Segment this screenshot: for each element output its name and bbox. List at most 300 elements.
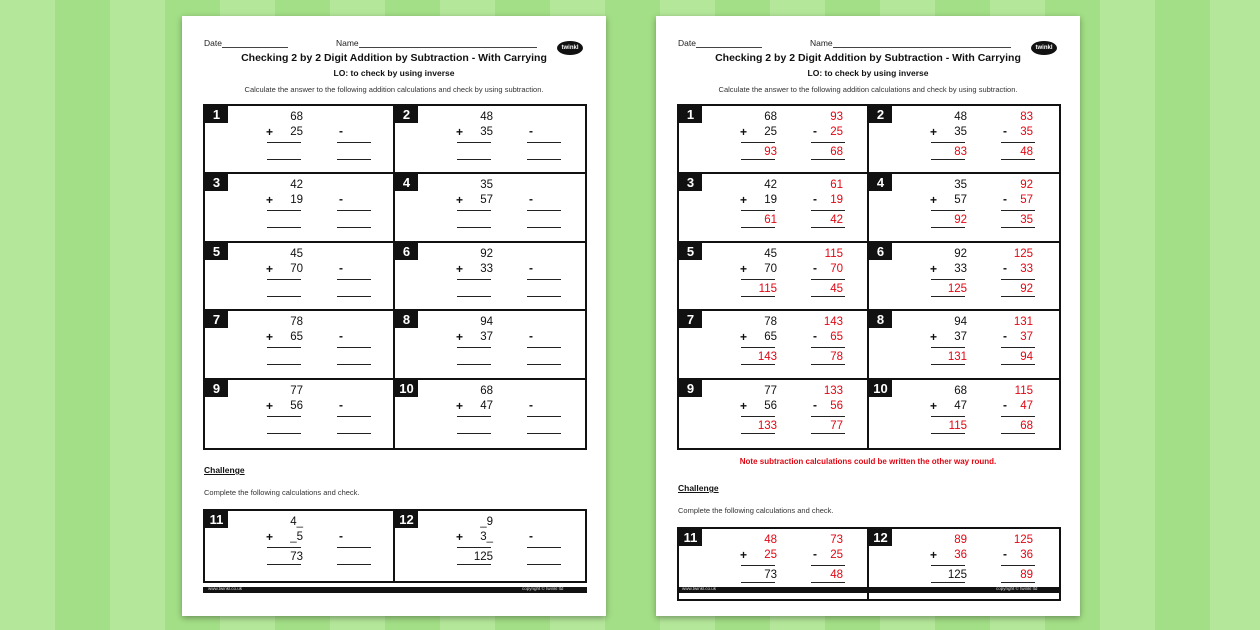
answer-line xyxy=(457,433,491,434)
question-number: 6 xyxy=(395,243,418,260)
subtraction-bottom: 70 xyxy=(830,262,843,275)
plus-sign: + xyxy=(740,125,748,139)
header-fields xyxy=(204,38,537,48)
addend-top: 78 xyxy=(764,316,777,329)
answer-line xyxy=(811,433,845,434)
answer-line xyxy=(457,210,491,211)
addend-bottom: 56 xyxy=(290,399,303,412)
worksheet-page-blank xyxy=(182,16,606,616)
answer-line xyxy=(527,433,561,434)
answer-line xyxy=(1001,433,1035,434)
question-number: 5 xyxy=(679,243,702,260)
plus-sign: + xyxy=(456,330,464,345)
answer-line xyxy=(741,279,775,280)
answer-line xyxy=(457,416,491,417)
answer-line xyxy=(931,142,965,143)
question-cell xyxy=(869,106,1059,174)
difference-answer: 48 xyxy=(1020,146,1033,158)
addend-bottom: 70 xyxy=(764,262,777,275)
answer-line xyxy=(267,279,301,280)
difference-answer: 42 xyxy=(830,214,843,227)
addend-bottom: 35 xyxy=(954,126,967,138)
plus-sign: + xyxy=(266,261,274,276)
addend-bottom[interactable]: 3_ xyxy=(480,531,493,543)
name-field[interactable] xyxy=(833,39,1011,48)
subtraction-bottom: 57 xyxy=(1020,194,1033,207)
question-number: 7 xyxy=(679,311,702,328)
answer-line xyxy=(337,159,371,160)
minus-sign: - xyxy=(529,397,533,412)
footer-copyright: copyright © twinkl ltd xyxy=(996,586,1038,591)
subtraction-top: 131 xyxy=(1013,316,1033,329)
answer-line xyxy=(1001,347,1035,348)
subtraction-bottom: 35 xyxy=(1020,126,1033,138)
addend-bottom: 47 xyxy=(954,399,967,412)
answer-line xyxy=(741,565,775,566)
minus-sign: - xyxy=(339,329,343,344)
addend-bottom[interactable]: _5 xyxy=(290,531,303,543)
answer-line xyxy=(741,227,775,228)
challenge-heading: Challenge xyxy=(204,465,245,475)
questions-grid xyxy=(677,104,1061,450)
subtraction-top: 115 xyxy=(824,247,843,260)
answer-line xyxy=(1001,416,1035,417)
answer-line xyxy=(811,279,845,280)
question-number: 12 xyxy=(869,529,892,546)
addend-top: 42 xyxy=(764,179,777,192)
sum-value: 73 xyxy=(290,551,303,563)
answer-line xyxy=(457,142,491,143)
question-number: 3 xyxy=(205,174,228,191)
sum-answer: 133 xyxy=(757,419,777,432)
minus-sign: - xyxy=(813,124,817,138)
answer-line xyxy=(1001,296,1035,297)
answer-line xyxy=(931,582,965,583)
minus-sign: - xyxy=(1003,329,1007,344)
plus-sign: + xyxy=(740,330,748,345)
subtraction-top: 93 xyxy=(830,111,843,123)
answer-line xyxy=(741,433,775,434)
minus-sign: - xyxy=(1003,124,1007,138)
date-field[interactable] xyxy=(696,39,762,48)
subtraction-bottom: 56 xyxy=(830,399,843,412)
answer-line xyxy=(527,142,561,143)
question-cell xyxy=(679,380,869,448)
answer-line xyxy=(267,296,301,297)
addend-bottom: 19 xyxy=(764,194,777,207)
worksheet-title: Checking 2 by 2 Digit Addition by Subtraction - With Carrying xyxy=(241,52,547,64)
plus-sign: + xyxy=(266,125,274,139)
addend-top: 92 xyxy=(954,247,967,260)
instructions: Calculate the answer to the following addition calculations and check by using subtraction. xyxy=(718,85,1018,94)
learning-objective: LO: to check by using inverse xyxy=(333,68,455,78)
question-cell xyxy=(679,106,869,174)
date-field[interactable] xyxy=(222,39,288,48)
answer-line xyxy=(931,347,965,348)
subtraction-bottom: 65 xyxy=(830,331,843,344)
challenge-grid xyxy=(203,509,587,583)
answer-line xyxy=(811,347,845,348)
answer-line xyxy=(741,582,775,583)
answer-line xyxy=(267,564,301,565)
challenge-cell xyxy=(205,511,395,581)
answer-line xyxy=(1001,364,1035,365)
question-number: 2 xyxy=(869,106,892,123)
addend-top: 48 xyxy=(764,534,777,546)
sum-value: 125 xyxy=(947,569,967,581)
twinkl-logo: twinkl xyxy=(1031,41,1057,55)
instructions: Calculate the answer to the following addition calculations and check by using subtraction. xyxy=(244,85,544,94)
minus-sign: - xyxy=(1003,397,1007,412)
answer-line xyxy=(931,210,965,211)
plus-sign: + xyxy=(930,398,938,413)
plus-sign: + xyxy=(456,530,464,544)
subtraction-top: 143 xyxy=(823,316,843,329)
sum-answer: 115 xyxy=(758,282,777,295)
addend-bottom: 37 xyxy=(954,331,967,344)
difference-answer: 78 xyxy=(830,351,843,364)
answer-line xyxy=(1001,142,1035,143)
subtraction-top: 73 xyxy=(830,534,843,546)
plus-sign: + xyxy=(456,193,464,208)
question-cell xyxy=(679,243,869,311)
answer-line xyxy=(741,347,775,348)
addend-top: 77 xyxy=(290,384,303,397)
addend-bottom: 70 xyxy=(290,262,303,275)
answer-line xyxy=(931,227,965,228)
question-cell xyxy=(395,174,585,242)
answer-line xyxy=(811,296,845,297)
answer-line xyxy=(931,416,965,417)
answer-line xyxy=(267,347,301,348)
answer-line xyxy=(1001,227,1035,228)
sum-value: 73 xyxy=(764,569,777,581)
addend-top: 48 xyxy=(480,111,493,123)
question-number: 2 xyxy=(395,106,418,123)
plus-sign: + xyxy=(930,261,938,276)
question-number: 12 xyxy=(395,511,418,528)
question-cell xyxy=(395,380,585,448)
subtraction-top: 83 xyxy=(1020,111,1033,123)
answer-line xyxy=(337,564,371,565)
addend-top: 48 xyxy=(954,111,967,123)
subtraction-bottom: 33 xyxy=(1020,262,1033,275)
challenge-instruction: Complete the following calculations and check. xyxy=(678,506,834,515)
answer-line xyxy=(457,279,491,280)
answer-line xyxy=(457,296,491,297)
question-cell xyxy=(205,311,395,379)
answer-line xyxy=(337,364,371,365)
answer-line xyxy=(337,296,371,297)
subtraction-top: 133 xyxy=(823,384,843,397)
question-cell xyxy=(869,380,1059,448)
addend-top: 78 xyxy=(290,316,303,329)
question-number: 10 xyxy=(869,380,892,397)
question-number: 4 xyxy=(395,174,418,191)
addend-top: 77 xyxy=(764,384,777,397)
minus-sign: - xyxy=(529,124,533,138)
addend-bottom: 65 xyxy=(290,331,303,344)
addend-top: 94 xyxy=(954,316,967,329)
minus-sign: - xyxy=(529,329,533,344)
question-number: 3 xyxy=(679,174,702,191)
answer-line xyxy=(457,547,491,548)
addend-top[interactable]: 4_ xyxy=(290,516,303,528)
difference-answer: 94 xyxy=(1020,351,1033,364)
question-cell xyxy=(205,174,395,242)
minus-sign: - xyxy=(1003,260,1007,275)
answer-line xyxy=(1001,582,1035,583)
addend-bottom: 65 xyxy=(764,331,777,344)
answer-line xyxy=(527,364,561,365)
note-text: Note subtraction calculations could be written the other way round. xyxy=(739,457,997,466)
subtraction-bottom: 25 xyxy=(830,549,843,561)
subtraction-top: 61 xyxy=(830,179,843,192)
answer-line xyxy=(457,364,491,365)
question-cell xyxy=(395,106,585,174)
difference-answer: 35 xyxy=(1020,214,1033,227)
minus-sign: - xyxy=(529,192,533,207)
subtraction-top: 115 xyxy=(1014,384,1033,397)
question-cell xyxy=(205,380,395,448)
subtraction-top: 125 xyxy=(1013,534,1033,546)
answer-line xyxy=(337,433,371,434)
answer-line xyxy=(267,547,301,548)
answer-line xyxy=(527,159,561,160)
minus-sign: - xyxy=(813,397,817,412)
questions-grid xyxy=(203,104,587,450)
addend-top: 42 xyxy=(290,179,303,192)
answer-line xyxy=(931,296,965,297)
answer-line xyxy=(527,347,561,348)
answer-line xyxy=(267,433,301,434)
answer-line xyxy=(1001,565,1035,566)
addend-bottom: 35 xyxy=(480,126,493,138)
name-label: Name xyxy=(809,38,833,48)
addend-top: 92 xyxy=(480,247,493,260)
addend-bottom: 57 xyxy=(480,194,493,207)
answer-line xyxy=(267,210,301,211)
question-number: 7 xyxy=(205,311,228,328)
difference-answer: 48 xyxy=(830,569,843,581)
addend-bottom: 57 xyxy=(954,194,967,207)
question-number: 5 xyxy=(205,243,228,260)
addend-top: 94 xyxy=(480,316,493,329)
addend-bottom: 37 xyxy=(480,331,493,344)
addend-top: 35 xyxy=(480,179,493,192)
question-number: 9 xyxy=(679,380,702,397)
minus-sign: - xyxy=(813,192,817,207)
minus-sign: - xyxy=(339,260,343,275)
footer-url: www.twinkl.co.uk xyxy=(682,586,717,591)
minus-sign: - xyxy=(813,260,817,275)
sum-answer: 115 xyxy=(948,419,967,432)
plus-sign: + xyxy=(456,261,464,276)
answer-line xyxy=(811,565,845,566)
minus-sign: - xyxy=(813,329,817,344)
addend-top: 68 xyxy=(764,111,777,123)
challenge-heading: Challenge xyxy=(678,483,719,493)
question-cell xyxy=(869,243,1059,311)
plus-sign: + xyxy=(266,530,274,544)
addend-bottom: 19 xyxy=(290,194,303,207)
minus-sign: - xyxy=(339,529,343,543)
answer-line xyxy=(811,582,845,583)
answer-line xyxy=(457,347,491,348)
answer-line xyxy=(337,227,371,228)
plus-sign: + xyxy=(740,548,748,562)
plus-sign: + xyxy=(266,398,274,413)
plus-sign: + xyxy=(456,125,464,139)
answer-line xyxy=(457,227,491,228)
addend-top: 45 xyxy=(290,247,303,260)
answer-line xyxy=(267,227,301,228)
question-number: 8 xyxy=(395,311,418,328)
answer-line xyxy=(741,142,775,143)
plus-sign: + xyxy=(740,193,748,208)
question-cell xyxy=(205,106,395,174)
question-cell xyxy=(679,174,869,242)
question-cell xyxy=(679,311,869,379)
addend-bottom: 33 xyxy=(954,262,967,275)
answer-line xyxy=(741,416,775,417)
answer-line xyxy=(811,416,845,417)
difference-answer: 45 xyxy=(830,282,843,295)
difference-answer: 92 xyxy=(1020,282,1033,295)
minus-sign: - xyxy=(529,260,533,275)
difference-answer: 89 xyxy=(1020,569,1033,581)
sum-answer: 93 xyxy=(764,146,777,158)
worksheet-title: Checking 2 by 2 Digit Addition by Subtraction - With Carrying xyxy=(715,52,1021,64)
difference-answer: 68 xyxy=(1020,419,1033,432)
answer-line xyxy=(527,296,561,297)
answer-line xyxy=(931,433,965,434)
answer-line xyxy=(337,279,371,280)
answer-line xyxy=(741,296,775,297)
addend-top: 68 xyxy=(290,111,303,123)
sum-answer: 61 xyxy=(764,214,777,227)
date-label: Date xyxy=(204,38,222,48)
addend-top[interactable]: _9 xyxy=(480,516,493,528)
plus-sign: + xyxy=(930,125,938,139)
answer-line xyxy=(337,547,371,548)
sum-value: 125 xyxy=(473,551,493,563)
answer-line xyxy=(931,279,965,280)
question-cell xyxy=(395,243,585,311)
answer-line xyxy=(527,547,561,548)
question-number: 1 xyxy=(679,106,702,123)
subtraction-top: 92 xyxy=(1020,179,1033,192)
answer-line xyxy=(741,210,775,211)
subtraction-bottom: 19 xyxy=(830,194,843,207)
minus-sign: - xyxy=(339,124,343,138)
question-number: 11 xyxy=(679,529,702,546)
minus-sign: - xyxy=(1003,547,1007,561)
question-number: 4 xyxy=(869,174,892,191)
plus-sign: + xyxy=(740,398,748,413)
question-number: 11 xyxy=(205,511,228,528)
answer-line xyxy=(527,227,561,228)
header-fields xyxy=(678,38,1011,48)
addend-bottom: 25 xyxy=(290,126,303,138)
addend-bottom: 25 xyxy=(764,126,777,138)
sum-answer: 131 xyxy=(947,351,967,364)
answer-line xyxy=(1001,279,1035,280)
plus-sign: + xyxy=(456,398,464,413)
addend-bottom: 36 xyxy=(954,549,967,561)
question-number: 1 xyxy=(205,106,228,123)
answer-line xyxy=(931,364,965,365)
answer-line xyxy=(1001,159,1035,160)
plus-sign: + xyxy=(266,193,274,208)
answer-line xyxy=(741,364,775,365)
footer-url: www.twinkl.co.uk xyxy=(208,586,243,591)
subtraction-bottom: 36 xyxy=(1020,549,1033,561)
answer-line xyxy=(811,142,845,143)
difference-answer: 77 xyxy=(830,419,843,432)
minus-sign: - xyxy=(339,397,343,412)
subtraction-top: 125 xyxy=(1013,247,1033,260)
answer-line xyxy=(267,142,301,143)
answer-line xyxy=(811,364,845,365)
answer-line xyxy=(457,564,491,565)
answer-line xyxy=(337,142,371,143)
worksheet-page-answers xyxy=(656,16,1080,616)
answer-line xyxy=(527,279,561,280)
learning-objective: LO: to check by using inverse xyxy=(807,68,929,78)
question-cell xyxy=(869,311,1059,379)
question-number: 8 xyxy=(869,311,892,328)
minus-sign: - xyxy=(813,547,817,561)
question-number: 10 xyxy=(395,380,418,397)
question-cell xyxy=(869,174,1059,242)
answer-line xyxy=(337,416,371,417)
subtraction-bottom: 37 xyxy=(1020,331,1033,344)
sum-answer: 125 xyxy=(947,282,967,295)
addend-bottom: 25 xyxy=(764,549,777,561)
addend-top: 68 xyxy=(954,384,967,397)
twinkl-logo: twinkl xyxy=(557,41,583,55)
date-label: Date xyxy=(678,38,696,48)
answer-line xyxy=(267,364,301,365)
answer-line xyxy=(1001,210,1035,211)
plus-sign: + xyxy=(930,193,938,208)
name-field[interactable] xyxy=(359,39,537,48)
addend-top: 68 xyxy=(480,384,493,397)
addend-top: 45 xyxy=(764,247,777,260)
addend-bottom: 33 xyxy=(480,262,493,275)
answer-line xyxy=(527,210,561,211)
answer-line xyxy=(931,565,965,566)
plus-sign: + xyxy=(740,261,748,276)
challenge-instruction: Complete the following calculations and check. xyxy=(204,488,360,497)
answer-line xyxy=(811,210,845,211)
difference-answer: 68 xyxy=(830,146,843,158)
minus-sign: - xyxy=(529,529,533,543)
answer-line xyxy=(337,210,371,211)
question-cell xyxy=(205,243,395,311)
answer-line xyxy=(811,159,845,160)
addend-top: 89 xyxy=(954,534,967,546)
sum-answer: 143 xyxy=(757,351,777,364)
answer-line xyxy=(527,564,561,565)
footer-copyright: copyright © twinkl ltd xyxy=(522,586,564,591)
name-label: Name xyxy=(335,38,359,48)
answer-line xyxy=(337,347,371,348)
sum-answer: 83 xyxy=(954,146,967,158)
question-number: 6 xyxy=(869,243,892,260)
addend-top: 35 xyxy=(954,179,967,192)
